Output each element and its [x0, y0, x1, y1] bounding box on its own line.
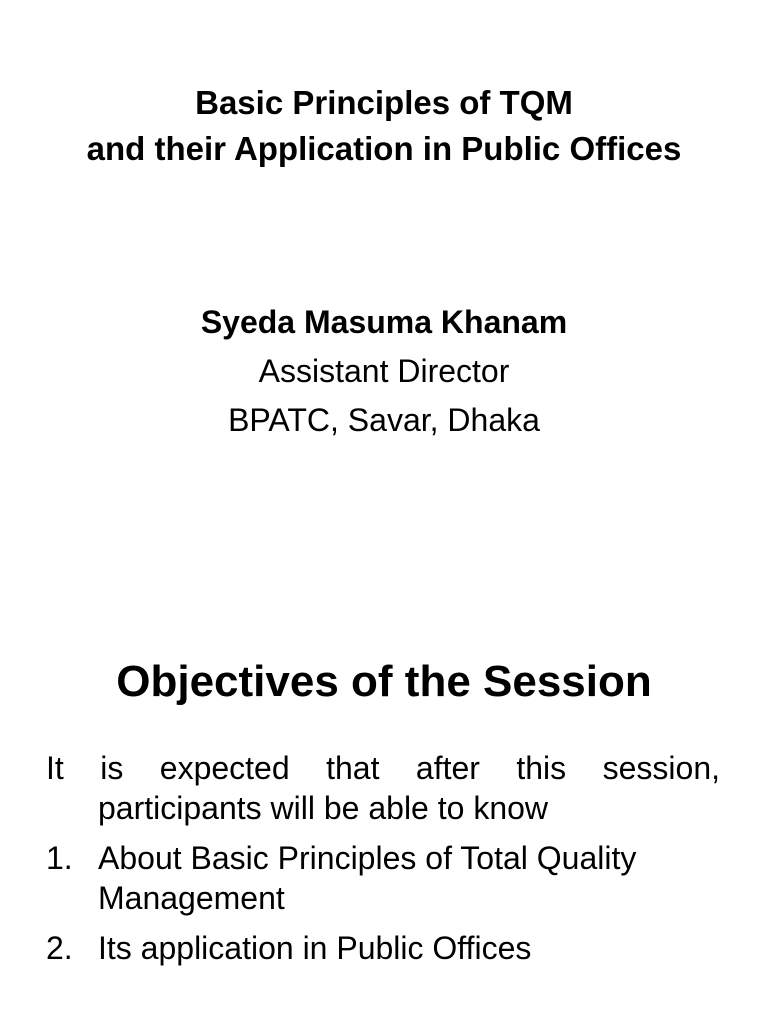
intro-line-2: participants will be able to know	[98, 790, 549, 826]
presentation-title	[0, 80, 768, 172]
list-item	[46, 928, 720, 968]
author-affiliation: BPATC, Savar, Dhaka	[228, 402, 540, 438]
author-block	[0, 298, 768, 445]
title-line-1: Basic Principles of TQM	[195, 84, 573, 121]
intro-line-1: It is expected that after this session,	[46, 750, 720, 786]
list-item-number: 1.	[46, 840, 73, 876]
objectives-heading: Objectives of the Session	[116, 657, 652, 706]
list-item-number: 2.	[46, 930, 73, 966]
objectives-intro	[46, 748, 720, 828]
title-line-2: and their Application in Public Offices	[86, 130, 682, 167]
list-item-text: Its application in Public Offices	[98, 930, 532, 966]
list-item	[46, 838, 720, 918]
list-item-text: About Basic Principles of Total Quality Management	[98, 840, 637, 916]
author-name: Syeda Masuma Khanam	[200, 304, 568, 340]
author-role: Assistant Director	[258, 353, 510, 389]
objectives-list	[46, 748, 720, 978]
